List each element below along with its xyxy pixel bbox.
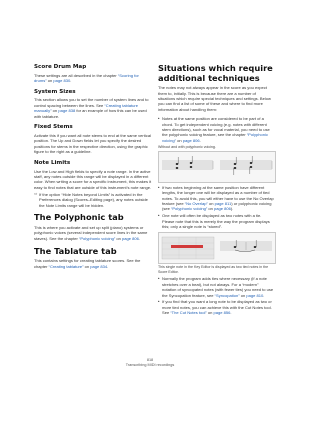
polyphonic-voicing-link[interactable]: “Polyphonic voicing” bbox=[79, 235, 116, 241]
tied-notes-figure bbox=[158, 232, 276, 264]
score-drum-map-heading: Score Drum Map bbox=[34, 64, 87, 70]
page-806-link[interactable]: page 806 bbox=[121, 235, 139, 241]
bullet-syncopation: • Normally the program adds ties where necessary (if a note stretches over a beat), but not always. For a “modern” notation of syncopated notes (with fewer ties) you need to use the Syncopation feature, see “Syncopation” on page 810. bbox=[158, 276, 274, 298]
bullet-chord: • Notes at the same position are considered to be part of a chord. To get independent voicing (e.g. notes with different stem directions), such as for vocal material, you need to use the polyphonic voicing feature, see the chapter “Polyphonic voicing” on page 806. bbox=[158, 116, 274, 143]
polyphonic-voicing-figure bbox=[158, 151, 276, 183]
creating-tablature-link[interactable]: “Creating tablature” bbox=[48, 263, 84, 269]
system-sizes-text: This section allows you to set the number of system lines and to control spacing between the lines. See “Creating tablature manually” on page 838 for an example of how this can be used with tablature. bbox=[34, 97, 149, 119]
tablature-tab-heading: The Tablature tab bbox=[34, 245, 117, 256]
bullet-tie: • One note will often be displayed as two notes with a tie. Please note that this is merely the way the program displays this; only a single note is “stored”. bbox=[158, 213, 274, 229]
note-limits-text: Use the Low and High fields to specify a note range. In the active staff, any notes outside this range will be displayed in a different color. When writing a score for a specific instrument, this makes it easy to find notes that are outside of this instrument’s note range. bbox=[34, 168, 152, 190]
figure-2-caption: This single note in the Key Editor is displayed as two tied notes in the Score Editor. bbox=[158, 265, 269, 274]
intro-text: The notes may not always appear in the score as you expect them to, initially. This is because there are a number of situations which require special techniques and settings. Below you can find a list of some of these and where to find more information about handling them: bbox=[158, 85, 271, 112]
key-editor-score-image bbox=[159, 233, 275, 263]
page-number: 818 bbox=[146, 358, 154, 362]
right-column bbox=[158, 64, 274, 317]
cut-notes-tool-link[interactable]: “The Cut Notes tool” bbox=[170, 310, 207, 316]
page-856-link[interactable]: page 856 bbox=[213, 310, 231, 316]
polyphonic-tab-text: This is where you activate and set up split (piano) systems or polyphonic voices (several independent score lines in the same staves). See the chapter “Polyphonic voicing” on page 806. bbox=[34, 225, 148, 241]
page-834-link[interactable]: page 834 bbox=[90, 263, 108, 269]
bullet-cut-notes: • If you find that you want a long note to be displayed as two or more tied notes, you can achieve this with the Cut Notes tool. See “The Cut Notes tool” on page 856. bbox=[158, 299, 274, 315]
page-811-link[interactable]: page 811 bbox=[214, 201, 232, 207]
tablature-tab-text: This contains settings for creating tablature scores. See the chapter “Creating tablature” on page 834. bbox=[34, 258, 141, 269]
fixed-stems-text: Activate this if you want all note stems to end at the same vertical position. The Up and Down fields let you specify the desired positions for stems in the respective direction, using the graphic figure to the right as a guideline. bbox=[34, 132, 151, 155]
score-staves-image bbox=[159, 152, 275, 182]
polyphonic-voicing-link-2[interactable]: “Polyphonic voicing” bbox=[171, 206, 208, 212]
page-830-link[interactable]: page 830 bbox=[53, 77, 71, 83]
polyphonic-tab-heading: The Polyphonic tab bbox=[34, 212, 124, 223]
additional-techniques-heading: Situations which require additional techniques bbox=[158, 63, 273, 83]
page-838-link[interactable]: page 838 bbox=[58, 108, 76, 114]
polyphonic-voicing-link[interactable]: “Polyphonic voicing” bbox=[162, 132, 268, 143]
creating-tablature-manually-link[interactable]: “Creating tablature manually” bbox=[34, 102, 138, 114]
no-overlap-link[interactable]: “No Overlap” bbox=[184, 201, 208, 207]
page-806-link-2[interactable]: page 806 bbox=[213, 206, 231, 212]
left-column bbox=[34, 64, 152, 271]
note-limits-tip: ⇨ If the option “Hide Notes beyond Limits” is activated in the Preferences dialog (Scores–Editing page), any notes outside the Note Limits range will be hidden. bbox=[34, 191, 148, 208]
page-810-link[interactable]: page 810 bbox=[246, 292, 264, 298]
scoring-for-drums-link[interactable]: “Scoring for drums” bbox=[34, 72, 139, 83]
arrow-right-icon: ⇨ bbox=[34, 191, 38, 196]
syncopation-link[interactable]: “Syncopation” bbox=[214, 292, 240, 298]
note-limits-heading: Note Limits bbox=[34, 160, 71, 167]
system-sizes-heading: System Sizes bbox=[34, 88, 76, 95]
fixed-stems-heading: Fixed Stems bbox=[34, 124, 73, 131]
figure-1-label: Without and with polyphonic voicing. bbox=[158, 144, 216, 149]
page-806-link[interactable]: page 806 bbox=[182, 137, 200, 143]
section-title: Transcribing MIDI recordings bbox=[125, 363, 175, 367]
score-drum-map-text: These settings are all described in the chapter “Scoring for drums” on page 830. bbox=[34, 72, 139, 83]
bullet-overlap: • If two notes beginning at the same position have different lengths, the longer one will be displayed as a number of tied notes. To avoid this, you will either have to use the No Overlap feature (see “No Overlap” on page 811) or polyphonic voicing (see “Polyphonic voicing” on page 806). bbox=[158, 185, 274, 212]
